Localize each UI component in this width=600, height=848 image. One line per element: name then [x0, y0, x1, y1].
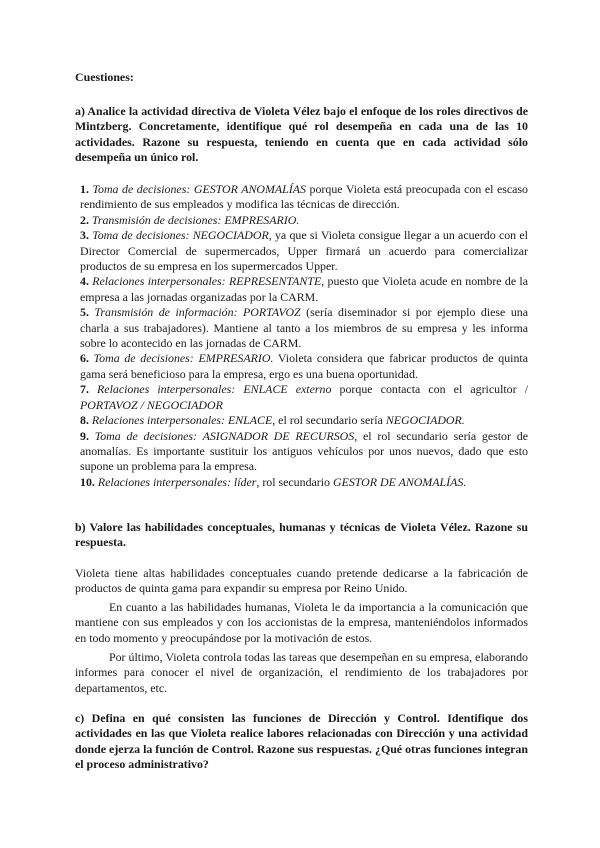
list-item: 3. Toma de decisiones: NEGOCIADOR, ya que si Violeta consigue llegar a un acuerdo con el Director Comercial de supermercados, Upper firmará un acuerdo para comercializar productos de su empresa en los supermercados Upper. — [80, 228, 528, 274]
list-item: 9. Toma de decisiones: ASIGNADOR DE RECURSOS, el rol secundario sería gestor de anomalías. Es importante sustituir los antiguos vehículos por unos nuevos, dado que esto supone un problema para la empresa. — [80, 428, 528, 474]
list-item: 10. Relaciones interpersonales: líder, rol secundario GESTOR DE ANOMALÍAS. — [80, 474, 467, 489]
list-item: 2. Transmisión de decisiones: EMPRESARIO. — [80, 212, 300, 227]
answer-b-paragraph-2: En cuanto a las habilidades humanas, Violeta le da importancia a la comunicación que mantiene con sus empleados y con los accionistas de la empresa, manteniéndolos informados en todo momento y preocupándose por la motivación de estos. — [75, 600, 528, 645]
question-a: a) Analice la actividad directiva de Violeta Vélez bajo el enfoque de los roles directivos de Mintzberg. Concretamente, identifique qué rol desempeña en cada una de las 10 actividades. Razone su respuesta, teniendo en cuenta que en cada actividad sólo desempeña un único rol. — [75, 104, 528, 165]
section-heading: Cuestiones: — [75, 70, 134, 84]
answer-b-paragraph-1: Violeta tiene altas habilidades conceptuales cuando pretende dedicarse a la fabricación de productos de quinta gama para expandir su empresa por Reino Unido. — [75, 566, 528, 596]
answers-list — [80, 182, 528, 490]
list-item: 6. Toma de decisiones: EMPRESARIO. Violeta considera que fabricar productos de quinta gama será beneficioso para la empresa, ergo es una buena oportunidad. — [80, 351, 528, 381]
list-item: 5. Transmisión de información: PORTAVOZ (sería diseminador si por ejemplo diese una charla a sus trabajadores). Mantiene al tanto a los miembros de su empresa y les informa sobre lo acontecido en las jornadas de CARM. — [80, 305, 528, 351]
question-c: c) Defina en qué consisten las funciones de Dirección y Control. Identifique dos actividades en las que Violeta realice labores relacionadas con Dirección y una actividad donde ejerza la función de Control. Razone sus respuestas. ¿Qué otras funciones integran el proceso administrativo? — [75, 711, 528, 772]
list-item: 7. Relaciones interpersonales: ENLACE externo porque contacta con el agricultor / PORTAVOZ / NEGOCIADOR — [80, 382, 528, 412]
answer-b-paragraph-3: Por último, Violeta controla todas las tareas que desempeñan en su empresa, elaborando informes para conocer el nivel de organización, el rendimiento de los trabajadores por departamentos, etc. — [75, 650, 528, 695]
question-b: b) Valore las habilidades conceptuales, humanas y técnicas de Violeta Vélez. Razone su respuesta. — [75, 520, 528, 550]
list-item: 1. Toma de decisiones: GESTOR ANOMALÍAS porque Violeta está preocupada con el escaso rendimiento de sus empleados y modifica las técnicas de dirección. — [80, 182, 528, 212]
list-item: 4. Relaciones interpersonales: REPRESENTANTE, puesto que Violeta acude en nombre de la empresa a las jornadas organizadas por la CARM. — [80, 274, 528, 304]
list-item: 8. Relaciones interpersonales: ENLACE, el rol secundario sería NEGOCIADOR. — [80, 413, 465, 428]
